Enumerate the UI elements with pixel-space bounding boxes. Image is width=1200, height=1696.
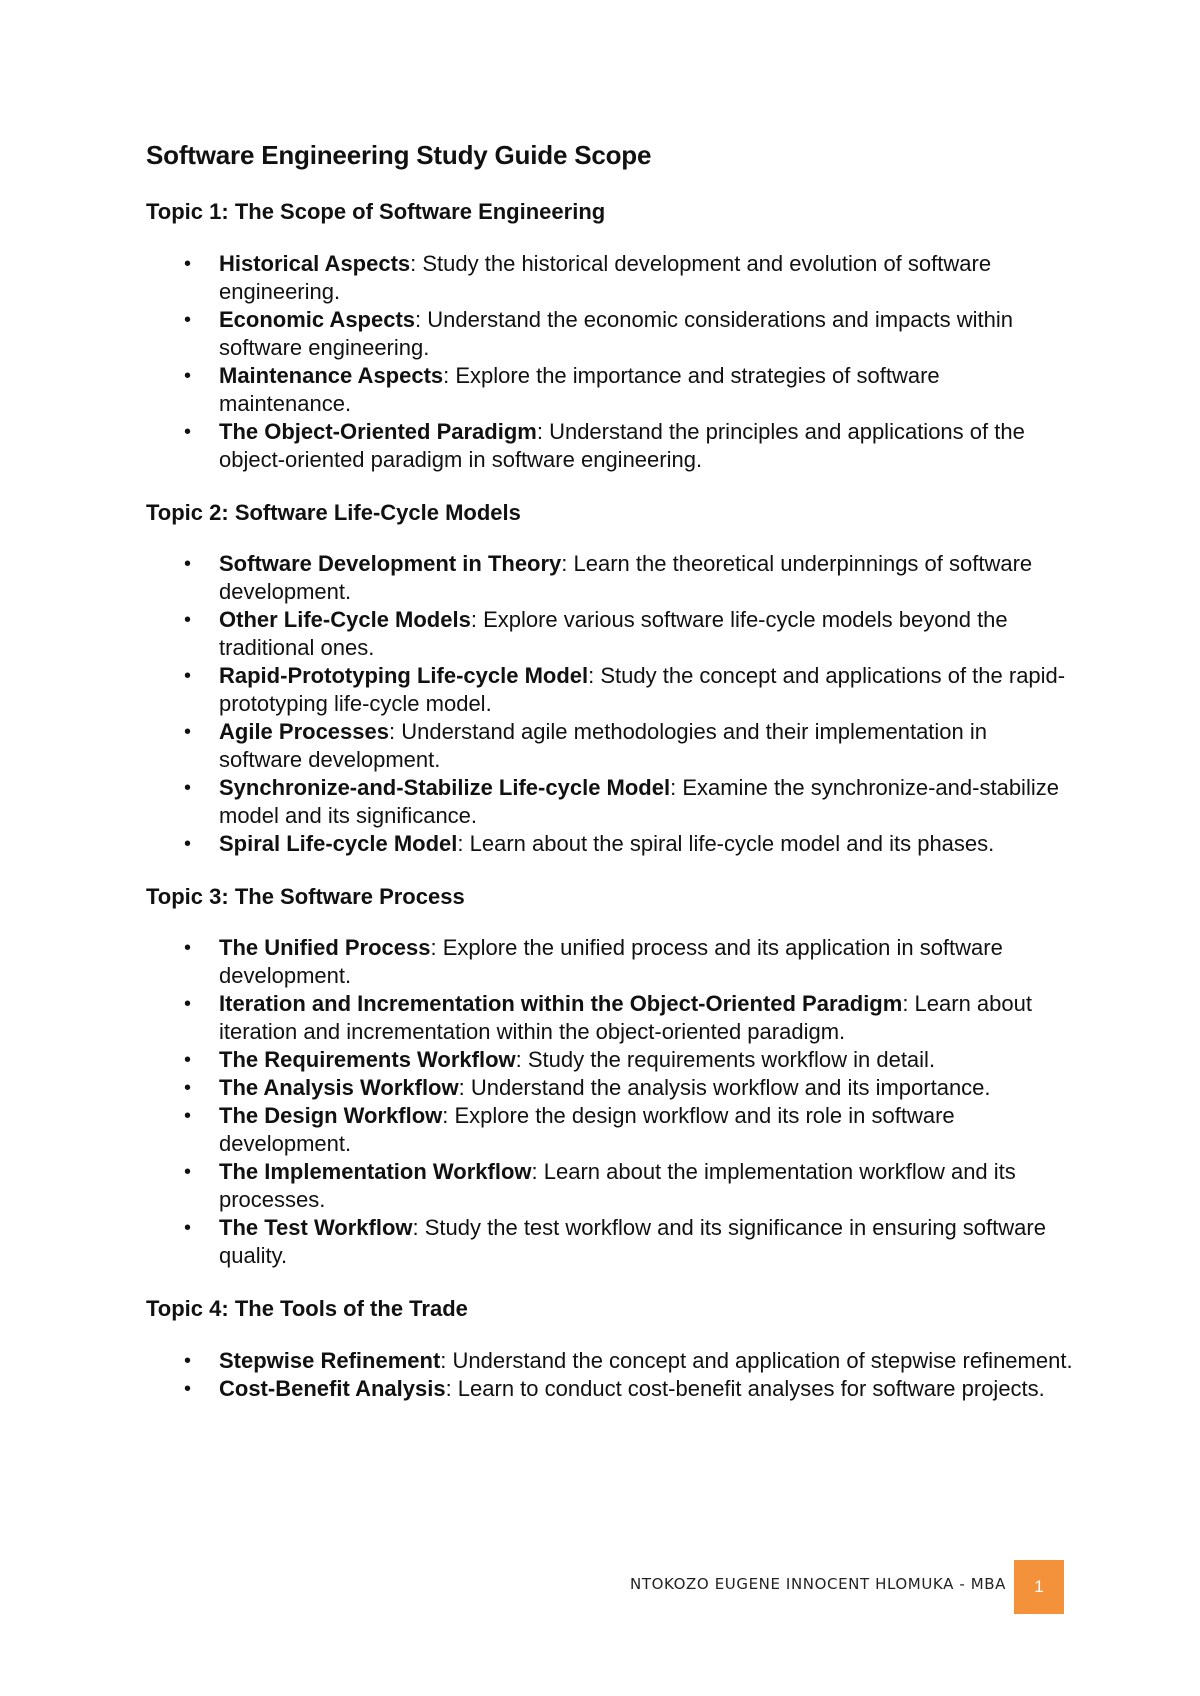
topic-1 [146, 199, 1076, 473]
item-description: : Study the concept and applications of the rapid-prototyping life-cycle model. [219, 662, 1066, 716]
bullet-list [146, 250, 1076, 474]
item-term: The Unified Process [219, 935, 431, 961]
bullet-icon: • [184, 832, 192, 855]
list-item [146, 418, 1076, 474]
item-term: The Requirements Workflow [219, 1047, 516, 1073]
item-description: : Explore the design workflow and its role in software development. [219, 1103, 955, 1157]
bullet-icon: • [184, 1049, 192, 1072]
item-description: : Understand the concept and application of stepwise refinement. [440, 1347, 1073, 1373]
bullet-list [146, 1347, 1076, 1403]
item-term: The Design Workflow [219, 1103, 443, 1129]
bullet-icon: • [184, 1349, 192, 1372]
bullet-icon: • [184, 252, 192, 275]
bullet-icon: • [184, 364, 192, 387]
bullet-icon: • [184, 1105, 192, 1128]
item-term: Historical Aspects [219, 250, 411, 276]
footer-author: NTOKOZO EUGENE INNOCENT HLOMUKA - MBA [630, 1575, 1006, 1593]
item-description: : Study the requirements workflow in detail. [515, 1047, 936, 1073]
bullet-list [146, 934, 1076, 1270]
bullet-icon: • [184, 720, 192, 743]
bullet-list [146, 550, 1076, 858]
item-description: : Explore the importance and strategies of software maintenance. [219, 362, 940, 416]
page-title: Software Engineering Study Guide Scope [146, 140, 652, 170]
list-item [146, 1214, 1076, 1270]
bullet-icon: • [184, 552, 192, 575]
list-item [146, 990, 1076, 1046]
topic-4 [146, 1296, 1076, 1402]
list-item [146, 934, 1076, 990]
page-number-badge [1014, 1560, 1064, 1614]
item-description: : Study the historical development and evolution of software engineering. [219, 250, 992, 304]
topic-heading: Topic 2: Software Life-Cycle Models [146, 499, 521, 525]
item-description: : Understand the principles and applications of the object-oriented paradigm in software engineering. [219, 418, 1025, 472]
item-description: : Learn about iteration and incrementation within the object-oriented paradigm. [219, 991, 1032, 1045]
item-description: : Explore the unified process and its application in software development. [219, 935, 1003, 989]
list-item [146, 250, 1076, 306]
list-item [146, 718, 1076, 774]
list-item [146, 550, 1076, 606]
list-item [146, 830, 1076, 858]
item-term: The Test Workflow [219, 1215, 413, 1241]
item-term: The Object-Oriented Paradigm [219, 418, 537, 444]
item-description: : Learn about the spiral life-cycle model and its phases. [457, 830, 995, 856]
page-number: 1 [1034, 1577, 1044, 1596]
topic-heading: Topic 1: The Scope of Software Engineering [146, 199, 606, 225]
bullet-icon: • [184, 420, 192, 443]
item-term: Cost-Benefit Analysis [219, 1375, 446, 1401]
list-item [146, 1046, 1076, 1074]
item-term: Synchronize-and-Stabilize Life-cycle Model [219, 774, 671, 800]
bullet-icon: • [184, 608, 192, 631]
document-page [146, 140, 1076, 1429]
list-item [146, 1375, 1076, 1403]
topic-heading: Topic 3: The Software Process [146, 883, 465, 909]
item-term: Maintenance Aspects [219, 362, 444, 388]
list-item [146, 1158, 1076, 1214]
bullet-icon: • [184, 1377, 192, 1400]
item-term: Software Development in Theory [219, 550, 562, 576]
item-description: : Understand the analysis workflow and its importance. [458, 1075, 991, 1101]
item-description: : Learn about the implementation workflow and its processes. [219, 1159, 1016, 1213]
item-term: Agile Processes [219, 718, 389, 744]
list-item [146, 306, 1076, 362]
list-item [146, 1074, 1076, 1102]
item-description: : Learn the theoretical underpinnings of software development. [219, 550, 1033, 604]
list-item [146, 774, 1076, 830]
bullet-icon: • [184, 937, 192, 960]
page-footer [0, 1560, 1200, 1616]
topic-heading: Topic 4: The Tools of the Trade [146, 1296, 468, 1322]
item-term: Stepwise Refinement [219, 1347, 441, 1373]
topic-3 [146, 884, 1076, 1270]
item-term: The Implementation Workflow [219, 1159, 532, 1185]
item-description: : Understand the economic considerations and impacts within software engineering. [219, 306, 1014, 360]
bullet-icon: • [184, 1077, 192, 1100]
item-term: Other Life-Cycle Models [219, 606, 471, 632]
item-description: : Learn to conduct cost-benefit analyses for software projects. [445, 1375, 1045, 1401]
bullet-icon: • [184, 1161, 192, 1184]
list-item [146, 1102, 1076, 1158]
bullet-icon: • [184, 1217, 192, 1240]
item-description: : Examine the synchronize-and-stabilize model and its significance. [219, 774, 1059, 828]
list-item [146, 662, 1076, 718]
bullet-icon: • [184, 776, 192, 799]
bullet-icon: • [184, 664, 192, 687]
item-term: The Analysis Workflow [219, 1075, 459, 1101]
item-term: Rapid-Prototyping Life-cycle Model [219, 662, 589, 688]
bullet-icon: • [184, 993, 192, 1016]
item-description: : Study the test workflow and its significance in ensuring software quality. [219, 1215, 1046, 1269]
bullet-icon: • [184, 308, 192, 331]
list-item [146, 362, 1076, 418]
list-item [146, 1347, 1076, 1375]
item-term: Economic Aspects [219, 306, 416, 332]
item-description: : Understand agile methodologies and their implementation in software development. [219, 718, 988, 772]
item-term: Iteration and Incrementation within the Object-Oriented Paradigm [219, 991, 903, 1017]
topic-2 [146, 500, 1076, 858]
list-item [146, 606, 1076, 662]
item-term: Spiral Life-cycle Model [219, 830, 458, 856]
item-description: : Explore various software life-cycle models beyond the traditional ones. [219, 606, 1008, 660]
